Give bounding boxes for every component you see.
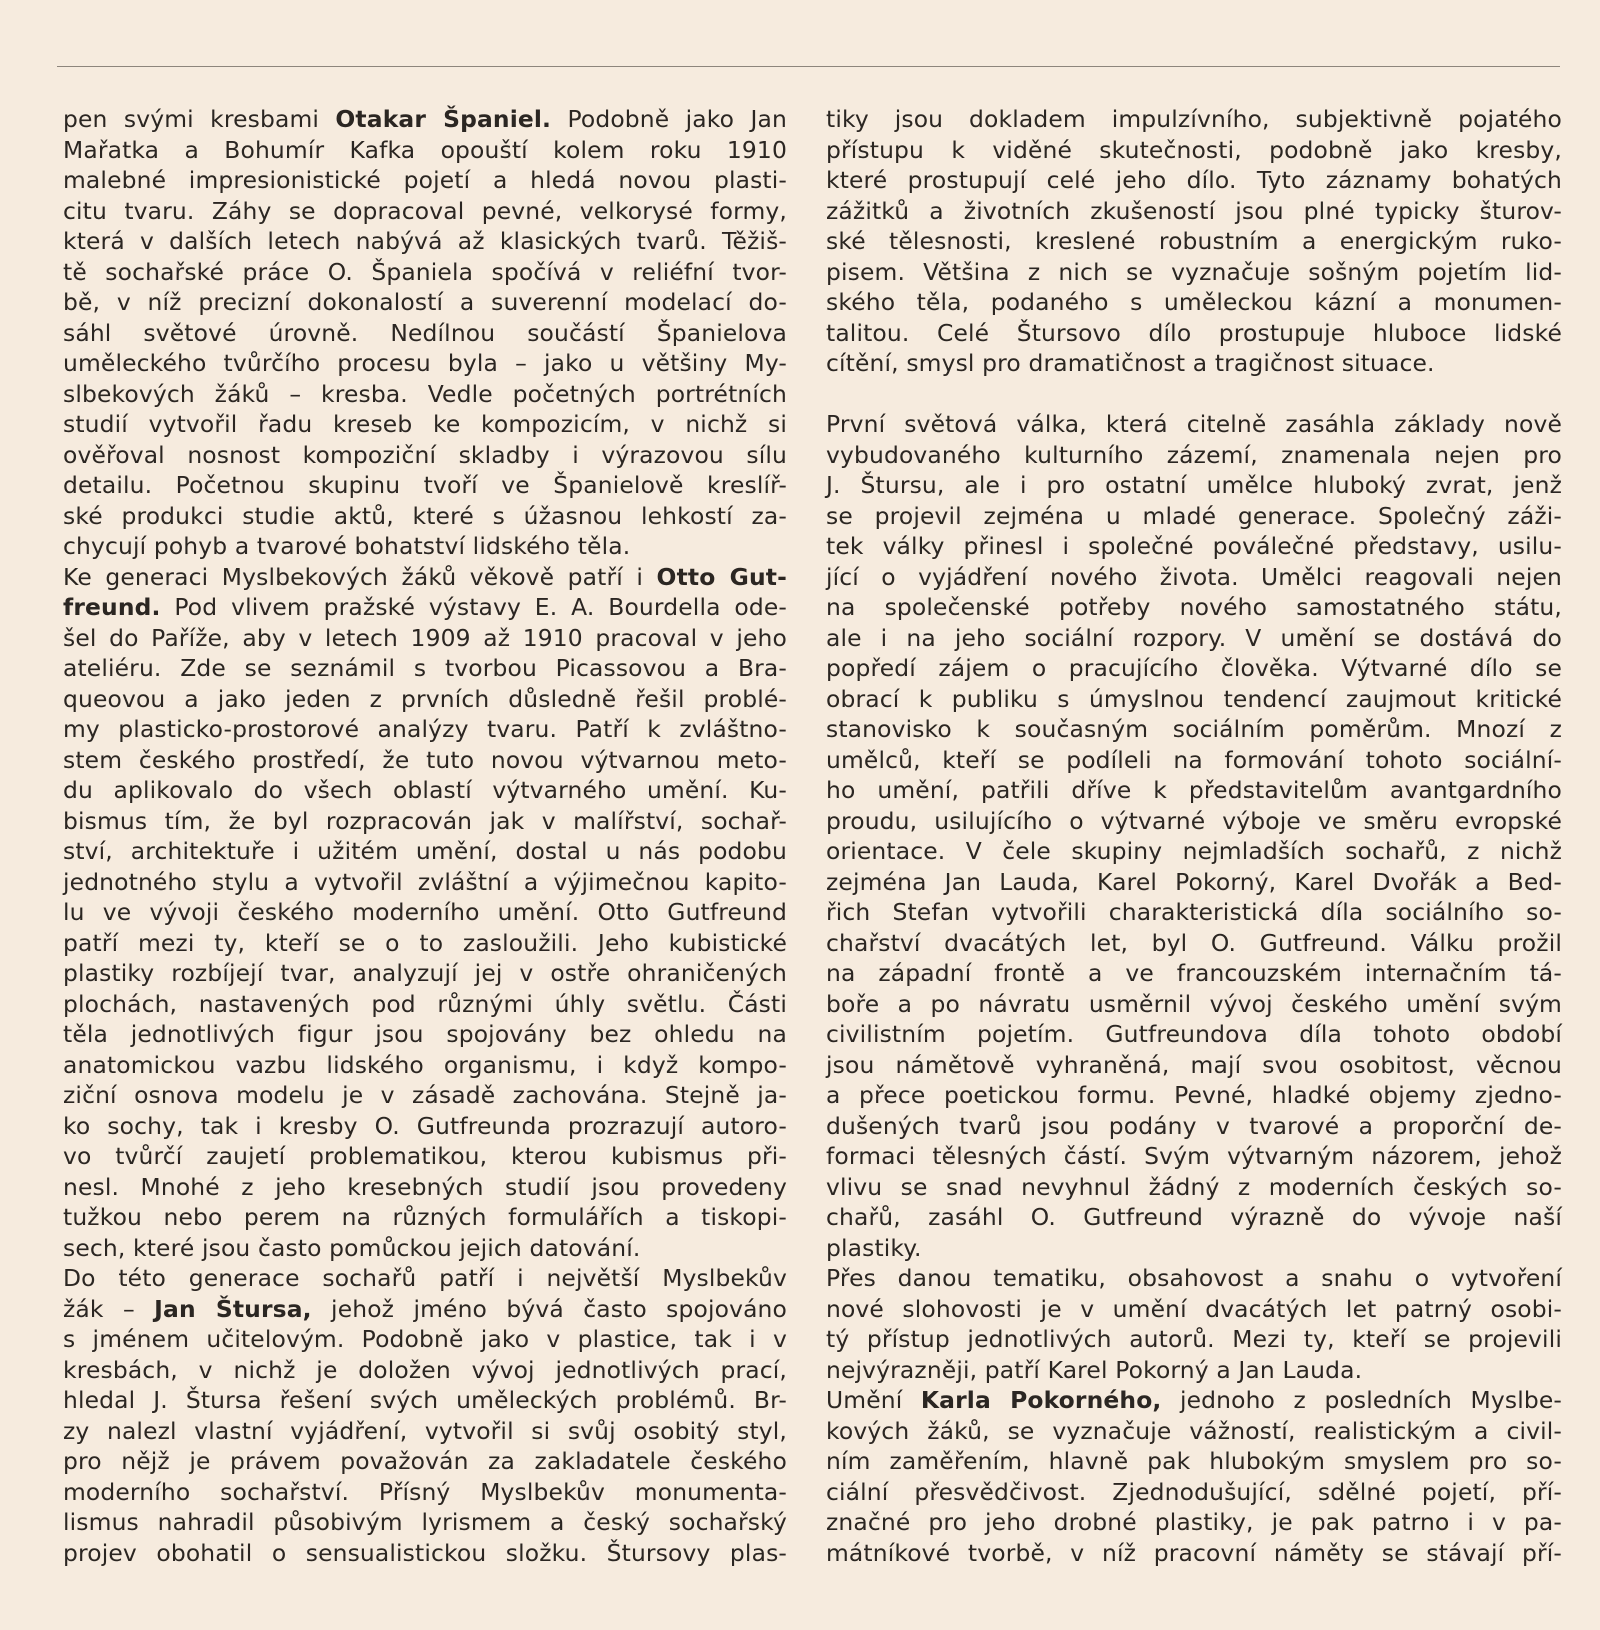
- text-segment: jsou námětově vyhraněná, mají svou osobitost, věcnou: [826, 1050, 1562, 1079]
- text-line: [826, 1355, 1562, 1386]
- text-segment: žák –: [63, 1294, 155, 1323]
- text-segment: studií vytvořil řadu kreseb ke kompozicím, v nichž si: [63, 410, 787, 438]
- text-line: [63, 531, 787, 562]
- text-line: [826, 1294, 1562, 1325]
- text-segment: Do této generace sochařů patří i největší Myslbekův: [63, 1264, 787, 1292]
- text-line: [826, 623, 1562, 654]
- text-segment: ale i na jeho sociální rozpory. V umění se dostává do: [826, 623, 1562, 652]
- text-line: [826, 897, 1562, 928]
- text-line: [826, 1507, 1562, 1538]
- text-segment: tiky jsou dokladem impulzívního, subjektivně pojatého: [826, 105, 1562, 133]
- text-line: [826, 287, 1562, 318]
- text-segment: uměleckého tvůrčího procesu byla – jako u většiny My-: [63, 349, 787, 377]
- text-segment: zy nalezl vlastní vyjádření, vytvořil si svůj osobitý styl,: [63, 1416, 787, 1445]
- text-line: [63, 1324, 787, 1355]
- text-segment: anatomickou vazbu lidského organismu, i když kompo-: [63, 1050, 787, 1079]
- text-line: [826, 501, 1562, 532]
- text-line: [826, 440, 1562, 471]
- right-text-column: [826, 104, 1562, 1568]
- text-line: [63, 470, 787, 501]
- text-line: [826, 318, 1562, 349]
- text-line: [63, 928, 787, 959]
- text-segment: sech, které jsou často pomůckou jejich datování.: [63, 1233, 641, 1262]
- text-segment: kových žáků, se vyznačuje vážností, realistickým a civil-: [826, 1416, 1562, 1445]
- text-line: [826, 104, 1562, 135]
- text-line: [63, 745, 787, 776]
- text-segment: ské produkci studie aktů, které s úžasnou lehkostí za-: [63, 501, 787, 530]
- text-line: [63, 501, 787, 532]
- text-line: [826, 1538, 1562, 1569]
- text-segment: řich Stefan vytvořili charakteristická díla sociálního so-: [826, 898, 1562, 926]
- text-line: [826, 806, 1562, 837]
- text-segment: ho umění, patřili dříve k představitelům avantgardního: [826, 776, 1562, 804]
- text-segment: Podobně jako Jan: [551, 105, 787, 133]
- text-segment: se projevil zejména u mladé generace. Společný záži-: [826, 501, 1562, 530]
- text-line: [826, 867, 1562, 898]
- text-segment: ziční osnova modelu je v zásadě zachována. Stejně ja-: [63, 1081, 787, 1109]
- top-rule-right: [1368, 66, 1560, 67]
- text-line: [63, 104, 787, 135]
- text-line: [826, 1446, 1562, 1477]
- text-line: [63, 1111, 787, 1142]
- text-segment: které prostupují celé jeho dílo. Tyto záznamy bohatých: [826, 166, 1562, 194]
- bold-name: Otto Gut-: [656, 562, 787, 591]
- text-segment: zážitků a životních zkušeností jsou plné typicky šturov-: [826, 196, 1562, 225]
- text-segment: chycují pohyb a tvarové bohatství lidského těla.: [63, 532, 631, 560]
- text-segment: stanovisko k současným sociálním poměrům. Mnozí z: [826, 715, 1562, 743]
- text-line: [826, 1080, 1562, 1111]
- text-segment: ověřoval nosnost kompoziční skladby i výrazovou sílu: [63, 440, 787, 469]
- text-line: [826, 1202, 1562, 1233]
- text-segment: tužkou nebo perem na různých formulářích a tiskopi-: [63, 1203, 787, 1231]
- text-line: [826, 1416, 1562, 1447]
- text-segment: citu tvaru. Záhy se dopracoval pevné, velkorysé formy,: [63, 196, 787, 225]
- text-segment: ciální přesvědčivost. Zjednodušující, sdělné pojetí, pří-: [826, 1477, 1562, 1506]
- text-line: [63, 592, 787, 623]
- text-line: [63, 1385, 787, 1416]
- text-segment: obrací k publiku s úmyslnou tendencí zaujmout kritické: [826, 684, 1562, 713]
- text-line: [826, 257, 1562, 288]
- text-line: [63, 1080, 787, 1111]
- text-line: [63, 1416, 787, 1447]
- text-line: [63, 135, 787, 166]
- text-line: [63, 623, 787, 654]
- text-line: [826, 348, 1562, 379]
- text-line: [826, 745, 1562, 776]
- text-segment: zejména Jan Lauda, Karel Pokorný, Karel Dvořák a Bed-: [826, 867, 1562, 896]
- text-segment: která v dalších letech nabývá až klasických tvarů. Těžiš-: [63, 227, 787, 255]
- text-line: [63, 653, 787, 684]
- bold-name: Jan Štursa,: [154, 1294, 312, 1323]
- text-line: [63, 1050, 787, 1081]
- text-segment: nové slohovosti je v umění dvacátých let patrný osobi-: [826, 1294, 1562, 1323]
- text-line: [826, 989, 1562, 1020]
- text-line: [63, 1233, 787, 1264]
- left-text-column: [63, 104, 787, 1568]
- text-segment: sáhl světové úrovně. Nedílnou součástí Španielova: [63, 318, 787, 347]
- text-segment: nejvýrazněji, patří Karel Pokorný a Jan Lauda.: [826, 1355, 1363, 1384]
- text-segment: malebné impresionistické pojetí a hledá novou plasti-: [63, 166, 787, 194]
- text-segment: mátníkové tvorbě, v níž pracovní náměty se stávají pří-: [826, 1538, 1562, 1567]
- text-line: [63, 196, 787, 227]
- text-line: [826, 1141, 1562, 1172]
- text-segment: vybudovaného kulturního zázemí, znamenala nejen pro: [826, 440, 1562, 469]
- text-segment: patří mezi ty, kteří se o to zasloužili. Jeho kubistické: [63, 928, 787, 957]
- text-line: [63, 165, 787, 196]
- text-segment: Mařatka a Bohumír Kafka opouští kolem roku 1910: [63, 135, 787, 164]
- text-segment: proudu, usilujícího o výtvarné výboje ve směru evropské: [826, 806, 1562, 835]
- text-segment: přístupu k viděné skutečnosti, podobně jako kresby,: [826, 135, 1562, 164]
- text-segment: ko sochy, tak i kresby O. Gutfreunda prozrazují autoro-: [63, 1111, 787, 1140]
- text-line: [826, 1050, 1562, 1081]
- text-line: [826, 775, 1562, 806]
- text-segment: vlivu se snad nevyhnul žádný z moderních českých so-: [826, 1172, 1562, 1201]
- text-segment: Umění: [826, 1386, 921, 1414]
- text-line: [63, 379, 787, 410]
- text-line: [826, 226, 1562, 257]
- text-line: [826, 1111, 1562, 1142]
- text-segment: J. Štursu, ale i pro ostatní umělce hluboký zvrat, jenž: [826, 471, 1562, 499]
- text-segment: Ke generaci Myslbekových žáků věkově patří i: [63, 562, 657, 591]
- bold-name: freund.: [63, 593, 161, 621]
- text-segment: s jménem učitelovým. Podobně jako v plastice, tak i v: [63, 1325, 787, 1353]
- text-segment: chařů, zasáhl O. Gutfreund výrazně do vývoje naší: [826, 1203, 1562, 1231]
- text-line: [63, 1446, 787, 1477]
- text-line: [826, 684, 1562, 715]
- text-line: [63, 958, 787, 989]
- text-segment: plastiky rozbíjejí tvar, analyzují jej v ostře ohraničených: [63, 959, 787, 987]
- bold-name: Otakar Španiel.: [335, 105, 552, 133]
- text-line: [826, 135, 1562, 166]
- text-segment: nesl. Mnohé z jeho kresebných studií jsou provedeny: [63, 1172, 787, 1201]
- text-line: [826, 653, 1562, 684]
- text-line: [63, 348, 787, 379]
- text-segment: tě sochařské práce O. Španiela spočívá v reliéfní tvor-: [63, 257, 787, 286]
- text-segment: queovou a jako jeden z prvních důsledně řešil problé-: [63, 684, 787, 713]
- text-segment: ské tělesnosti, kreslené robustním a energickým ruko-: [826, 227, 1562, 255]
- text-segment: První světová válka, která citelně zasáhla základy nově: [826, 410, 1562, 438]
- text-line: [63, 714, 787, 745]
- text-line: [826, 562, 1562, 593]
- text-line: [826, 1019, 1562, 1050]
- text-line: [63, 1538, 787, 1569]
- text-segment: boře a po návratu usměrnil vývoj českého umění svým: [826, 989, 1562, 1018]
- text-line: [826, 409, 1562, 440]
- text-line: [826, 531, 1562, 562]
- text-segment: formaci tělesných částí. Svým výtvarným názorem, jehož: [826, 1142, 1562, 1170]
- text-segment: civilistním pojetím. Gutfreundova díla tohoto období: [826, 1020, 1562, 1048]
- text-segment: detailu. Početnou skupinu tvoří ve Španielově kreslíř-: [63, 471, 787, 499]
- text-segment: jehož jméno bývá často spojováno: [311, 1294, 787, 1323]
- text-line: [63, 1172, 787, 1203]
- text-line: [63, 989, 787, 1020]
- text-segment: tý přístup jednotlivých autorů. Mezi ty, kteří se projevili: [826, 1325, 1562, 1353]
- text-segment: vo tvůrčí zaujetí problematikou, kterou kubismus při-: [63, 1142, 787, 1170]
- text-line: [826, 470, 1562, 501]
- text-segment: a přece poetickou formu. Pevné, hladké objemy zjedno-: [826, 1081, 1562, 1109]
- text-line: [63, 806, 787, 837]
- text-segment: pro nějž je právem považován za zakladatele českého: [63, 1447, 787, 1475]
- text-line: [826, 714, 1562, 745]
- text-line: [63, 1141, 787, 1172]
- text-line: [63, 1202, 787, 1233]
- text-line: [826, 196, 1562, 227]
- text-segment: na západní frontě a ve francouzském internačním tá-: [826, 959, 1562, 987]
- text-line: [63, 836, 787, 867]
- text-segment: cítění, smysl pro dramatičnost a tragičnost situace.: [826, 349, 1435, 377]
- text-segment: šel do Paříže, aby v letech 1909 až 1910 pracoval v jeho: [63, 623, 787, 652]
- text-line: [63, 287, 787, 318]
- text-line: [826, 1172, 1562, 1203]
- text-segment: jednotného stylu a vytvořil zvláštní a výjimečnou kapito-: [63, 867, 787, 896]
- text-line: [826, 1324, 1562, 1355]
- text-line: [63, 409, 787, 440]
- text-line: [63, 562, 787, 593]
- top-rule-middle: [643, 66, 1368, 67]
- text-line: [63, 1355, 787, 1386]
- text-segment: ství, architektuře i užitém umění, dostal u nás podobu: [63, 837, 787, 865]
- top-rule-left: [57, 66, 643, 67]
- text-segment: bismus tím, že byl rozpracován jak v malířství, sochař-: [63, 806, 787, 835]
- text-segment: bě, v níž precizní dokonalostí a suverenní modelací do-: [63, 288, 787, 316]
- text-segment: umělců, kteří se podíleli na formování tohoto sociální-: [826, 745, 1562, 774]
- text-segment: pisem. Většina z nich se vyznačuje sošným pojetím lid-: [826, 257, 1562, 286]
- text-line: [63, 775, 787, 806]
- text-line: [63, 257, 787, 288]
- text-line: [63, 1263, 787, 1294]
- text-segment: chařství dvacátých let, byl O. Gutfreund. Válku prožil: [826, 928, 1562, 957]
- text-segment: projev obohatil o sensualistickou složku. Štursovy plas-: [63, 1538, 787, 1567]
- text-segment: lu ve vývoji českého moderního umění. Otto Gutfreund: [63, 898, 787, 926]
- text-segment: na společenské potřeby nového samostatného státu,: [826, 593, 1562, 621]
- text-line: [826, 592, 1562, 623]
- text-segment: lismus nahradil působivým lyrismem a český sochařský: [63, 1508, 787, 1536]
- text-segment: jednoho z posledních Myslbe-: [1161, 1386, 1562, 1414]
- text-line: [63, 226, 787, 257]
- text-line: [826, 1385, 1562, 1416]
- text-line: [63, 1294, 787, 1325]
- bold-name: Karla Pokorného,: [920, 1386, 1162, 1414]
- text-segment: popředí zájem o pracujícího člověka. Výtvarné dílo se: [826, 654, 1562, 682]
- text-segment: stem českého prostředí, že tuto novou výtvarnou meto-: [63, 745, 787, 774]
- text-line: [826, 836, 1562, 867]
- text-segment: jící o vyjádření nového života. Umělci reagovali nejen: [826, 562, 1562, 591]
- text-segment: ním zaměřením, hlavně pak hlubokým smyslem pro so-: [826, 1447, 1562, 1475]
- text-line: [63, 440, 787, 471]
- text-line: [826, 165, 1562, 196]
- text-segment: ského těla, podaného s uměleckou kázní a monumen-: [826, 288, 1562, 316]
- text-line: [63, 1019, 787, 1050]
- text-line: [63, 1507, 787, 1538]
- text-segment: plastiky.: [826, 1233, 922, 1262]
- text-segment: značné pro jeho drobné plastiky, je pak patrno i v pa-: [826, 1508, 1562, 1536]
- text-line: [826, 1477, 1562, 1508]
- text-segment: Pod vlivem pražské výstavy E. A. Bourdella ode-: [160, 593, 787, 621]
- text-segment: moderního sochařství. Přísný Myslbekův monumenta-: [63, 1477, 787, 1506]
- text-segment: talitou. Celé Štursovo dílo prostupuje hluboce lidské: [826, 318, 1562, 347]
- text-segment: orientace. V čele skupiny nejmladších sochařů, z nichž: [826, 837, 1562, 865]
- text-line: [826, 1263, 1562, 1294]
- text-line: [63, 897, 787, 928]
- text-segment: hledal J. Štursa řešení svých uměleckých problémů. Br-: [63, 1386, 787, 1414]
- text-segment: du aplikovalo do všech oblastí výtvarného umění. Ku-: [63, 776, 787, 804]
- text-segment: ateliéru. Zde se seznámil s tvorbou Picassovou a Bra-: [63, 654, 787, 682]
- text-line: [826, 1233, 1562, 1264]
- text-segment: my plasticko-prostorové analýzy tvaru. Patří k zvláštno-: [63, 715, 787, 743]
- text-line: [63, 684, 787, 715]
- text-segment: těla jednotlivých figur jsou spojovány bez ohledu na: [63, 1020, 787, 1048]
- text-line: [826, 928, 1562, 959]
- text-line: [63, 867, 787, 898]
- text-segment: slbekových žáků – kresba. Vedle početných portrétních: [63, 379, 787, 408]
- text-segment: Přes danou tematiku, obsahovost a snahu o vytvoření: [826, 1264, 1562, 1292]
- text-segment: dušených tvarů jsou podány v tvarové a proporční de-: [826, 1111, 1562, 1140]
- paragraph-gap: [826, 379, 1562, 410]
- text-line: [63, 318, 787, 349]
- text-segment: kresbách, v nichž je doložen vývoj jednotlivých prací,: [63, 1355, 787, 1384]
- text-segment: plochách, nastavených pod různými úhly světlu. Části: [63, 989, 787, 1018]
- text-line: [63, 1477, 787, 1508]
- text-line: [826, 958, 1562, 989]
- text-segment: pen svými kresbami: [63, 105, 336, 133]
- text-segment: tek války přinesl i společné poválečné představy, usilu-: [826, 532, 1562, 560]
